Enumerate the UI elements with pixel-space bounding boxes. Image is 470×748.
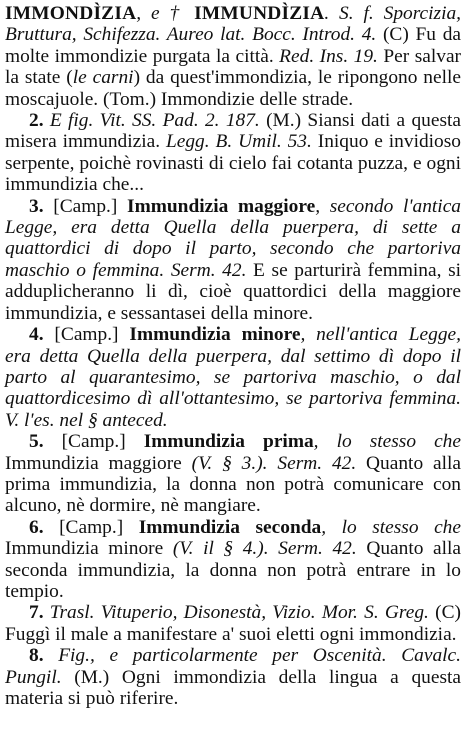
source-mark: (M.) [259,110,308,132]
citation: Serm. 42. [164,259,247,281]
sense-5 [5,431,461,517]
sense-number: 7. [29,602,44,624]
example-text: Fuggì il male a manifestare a' suoi eletti ogni immondizia. [5,623,457,645]
dictionary-entry [0,3,470,709]
sense-4 [5,324,461,431]
citation: Bocc. Introd. 4. [245,24,377,46]
sense-term: Immundizia seconda [138,516,322,538]
source-mark: (Tom.) [98,88,161,110]
sense-2 [5,110,461,196]
sense-7 [5,602,461,645]
sense-number: 5. [29,431,44,453]
example-text: E se parturirà femmina, si adduplicheranno li dì, cioè quattordici della maggiore immundizia, e sessantasei della minore. [5,259,462,324]
example-text: Quanto alla seconda immundizia, la donna non potrà entrare in lo tempio. [5,538,461,602]
example-text: Immondizie delle strade. [160,88,354,110]
gloss: le carni [72,67,134,89]
sense-definition: , lo stesso che [321,516,461,538]
citation: Cavalc. Pungil. [5,645,461,688]
sense-3 [5,196,461,324]
cross-reference: V. l'es. nel § anteced. [5,409,168,431]
example-text: Iniquo e invidioso serpente, poichè rovinasti di cielo fai cotanta puzza, e ogni immundizia che... [5,131,461,196]
sense-label: E fig. [43,110,94,132]
citation: Legg. B. Umil. 53. [160,131,312,153]
sense-label: Trasl. [43,602,95,624]
headword-connector: , e † [136,3,195,24]
domain-tag: [Camp.] [43,324,130,346]
headword: IMMONDÌZIA [5,3,137,24]
citation: Mor. S. Greg. [315,602,429,624]
headword-variant: IMMUNDÌZIA [194,3,325,24]
citation: Serm. 42. [268,538,357,560]
sense-term: Immundizia maggiore [127,195,316,217]
cross-reference: (V. il § 4.). [163,538,269,560]
grammar-label: . S. f. [324,3,374,24]
citation: Red. Ins. 19. [273,45,378,67]
example-text: Siansi dati a questa misera immundizia. [5,110,462,153]
sense-definition: , nell'antica Legge, era detta Quella della puerpera, dal settimo dì dopo il parto al quarantesimo, se partoriva maschio, o dal quattordicesimo dì all'ottantesimo, se partoriva femmina. [5,324,461,410]
domain-tag: [Camp.] [43,431,144,453]
sense-definition-term: Immundizia maggiore [5,452,182,474]
example-text: Quanto alla prima immundizia, la donna non potrà comunicare con alcuno, nè dormire, nè mangiare. [5,452,461,517]
domain-tag: [Camp.] [43,516,139,538]
example-text: ) da quest'immondizia, le ripongono nelle moscajuole. [5,67,461,110]
sense-label: Fig., e particolarmente per Oscenità. [43,645,387,667]
sense-8 [5,645,461,709]
cross-reference: (V. § 3.). [181,452,268,474]
sense-definition: , lo stesso che [313,431,461,453]
sense-term: Immundizia minore [129,324,301,346]
synonyms: Sporcizia, Bruttura, Schifezza. Aureo lat. [5,3,462,46]
sense-term: Immundizia prima [143,431,314,453]
source-mark: (C) [376,24,416,46]
sense-6 [5,517,461,603]
sense-number: 6. [29,516,44,538]
sense-number: 4. [29,324,44,346]
sense-definition: , secondo l'antica Legge, era detta Quella della puerpera, di sette a quattordici di dopo il parto, secondo che partoriva maschio o femmina. [5,195,461,281]
example-text: Ogni immondizia della lingua a questa materia si può riferire. [5,666,461,709]
sense-definition-term: Immundizia minore [5,538,164,560]
example-text: Per salvar la state ( [5,45,462,89]
entry-headword-paragraph [5,3,461,110]
source-mark: (C) [428,602,461,624]
citation: Serm. 42. [267,452,357,474]
citation: Vit. SS. Pad. 2. 187. [93,110,260,132]
sense-number: 3. [29,195,44,217]
example-text: Fu da molte immondizie purgata la città. [5,24,461,67]
source-mark: (M.) [61,666,122,688]
sense-number: 8. [29,645,44,667]
domain-tag: [Camp.] [43,195,128,217]
sense-number: 2. [29,110,44,132]
synonyms: Vituperio, Disonestà, Vizio. [94,602,316,624]
